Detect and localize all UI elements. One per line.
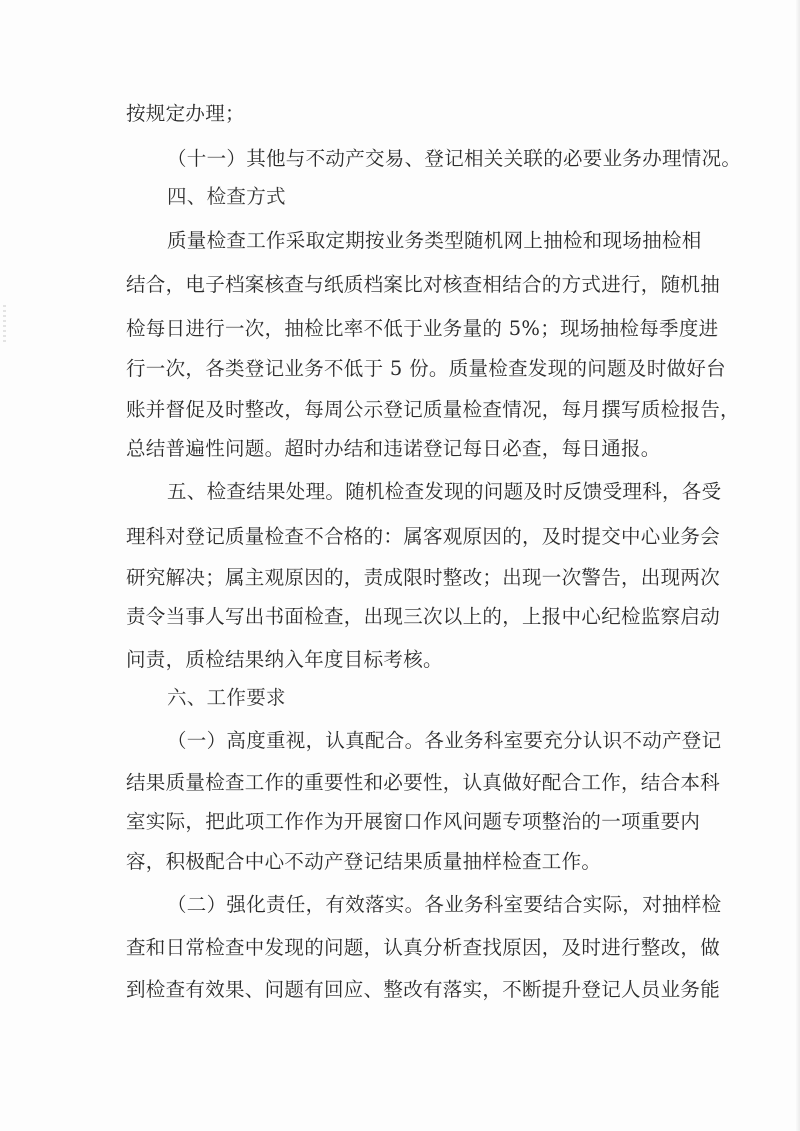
text-line: 质量检查工作采取定期按业务类型随机网上抽检和现场抽检相 [167,229,702,252]
text-line: 结果质量检查工作的重要性和必要性，认真做好配合工作，结合本科 [126,771,721,794]
list-item-eleven: （十一）其他与不动产交易、登记相关关联的必要业务办理情况。 [167,147,742,170]
text-line: 总结普遍性问题。超时办结和违诺登记每日必查，每日通报。 [126,437,661,460]
text-line: 容，积极配合中心不动产登记结果质量抽样检查工作。 [126,850,602,873]
text-line: 检每日进行一次，抽检比率不低于业务量的 5%；现场抽检每季度进 [126,317,719,340]
scan-artifact-mark [3,305,6,345]
text-line: 理科对登记质量检查不合格的：属客观原因的，及时提交中心业务会 [126,525,721,548]
scan-edge-shadow [796,0,800,1131]
subsection-one: （一）高度重视，认真配合。各业务科室要充分认识不动产登记 [167,729,722,752]
text-line: 按规定办理； [126,102,245,125]
text-line: 研究解决；属主观原因的，责成限时整改；出现一次警告，出现两次 [126,566,721,589]
text-line: 责令当事人写出书面检查，出现三次以上的，上报中心纪检监察启动 [126,605,721,628]
section-heading-inspection-method: 四、检查方式 [167,185,286,208]
text-line: 账并督促及时整改，每周公示登记质量检查情况，每月撰写质检报告， [126,398,740,421]
text-line: 查和日常检查中发现的问题，认真分析查找原因，及时进行整改，做 [126,936,721,959]
text-line: 行一次，各类登记业务不低于 5 份。质量检查发现的问题及时做好台 [126,357,726,380]
text-line: 到检查有效果、问题有回应、整改有落实，不断提升登记人员业务能 [126,978,721,1001]
section-heading-result-handling: 五、检查结果处理。随机检查发现的问题及时反馈受理科，各受 [167,480,722,503]
section-heading-work-requirements: 六、工作要求 [167,686,286,709]
text-line: 问责，质检结果纳入年度目标考核。 [126,648,443,671]
text-line: 结合，电子档案核查与纸质档案比对核查相结合的方式进行，随机抽 [126,273,721,296]
text-line: 室实际，把此项工作作为开展窗口作风问题专项整治的一项重要内 [126,810,701,833]
subsection-two: （二）强化责任，有效落实。各业务科室要结合实际，对抽样检 [167,893,722,916]
